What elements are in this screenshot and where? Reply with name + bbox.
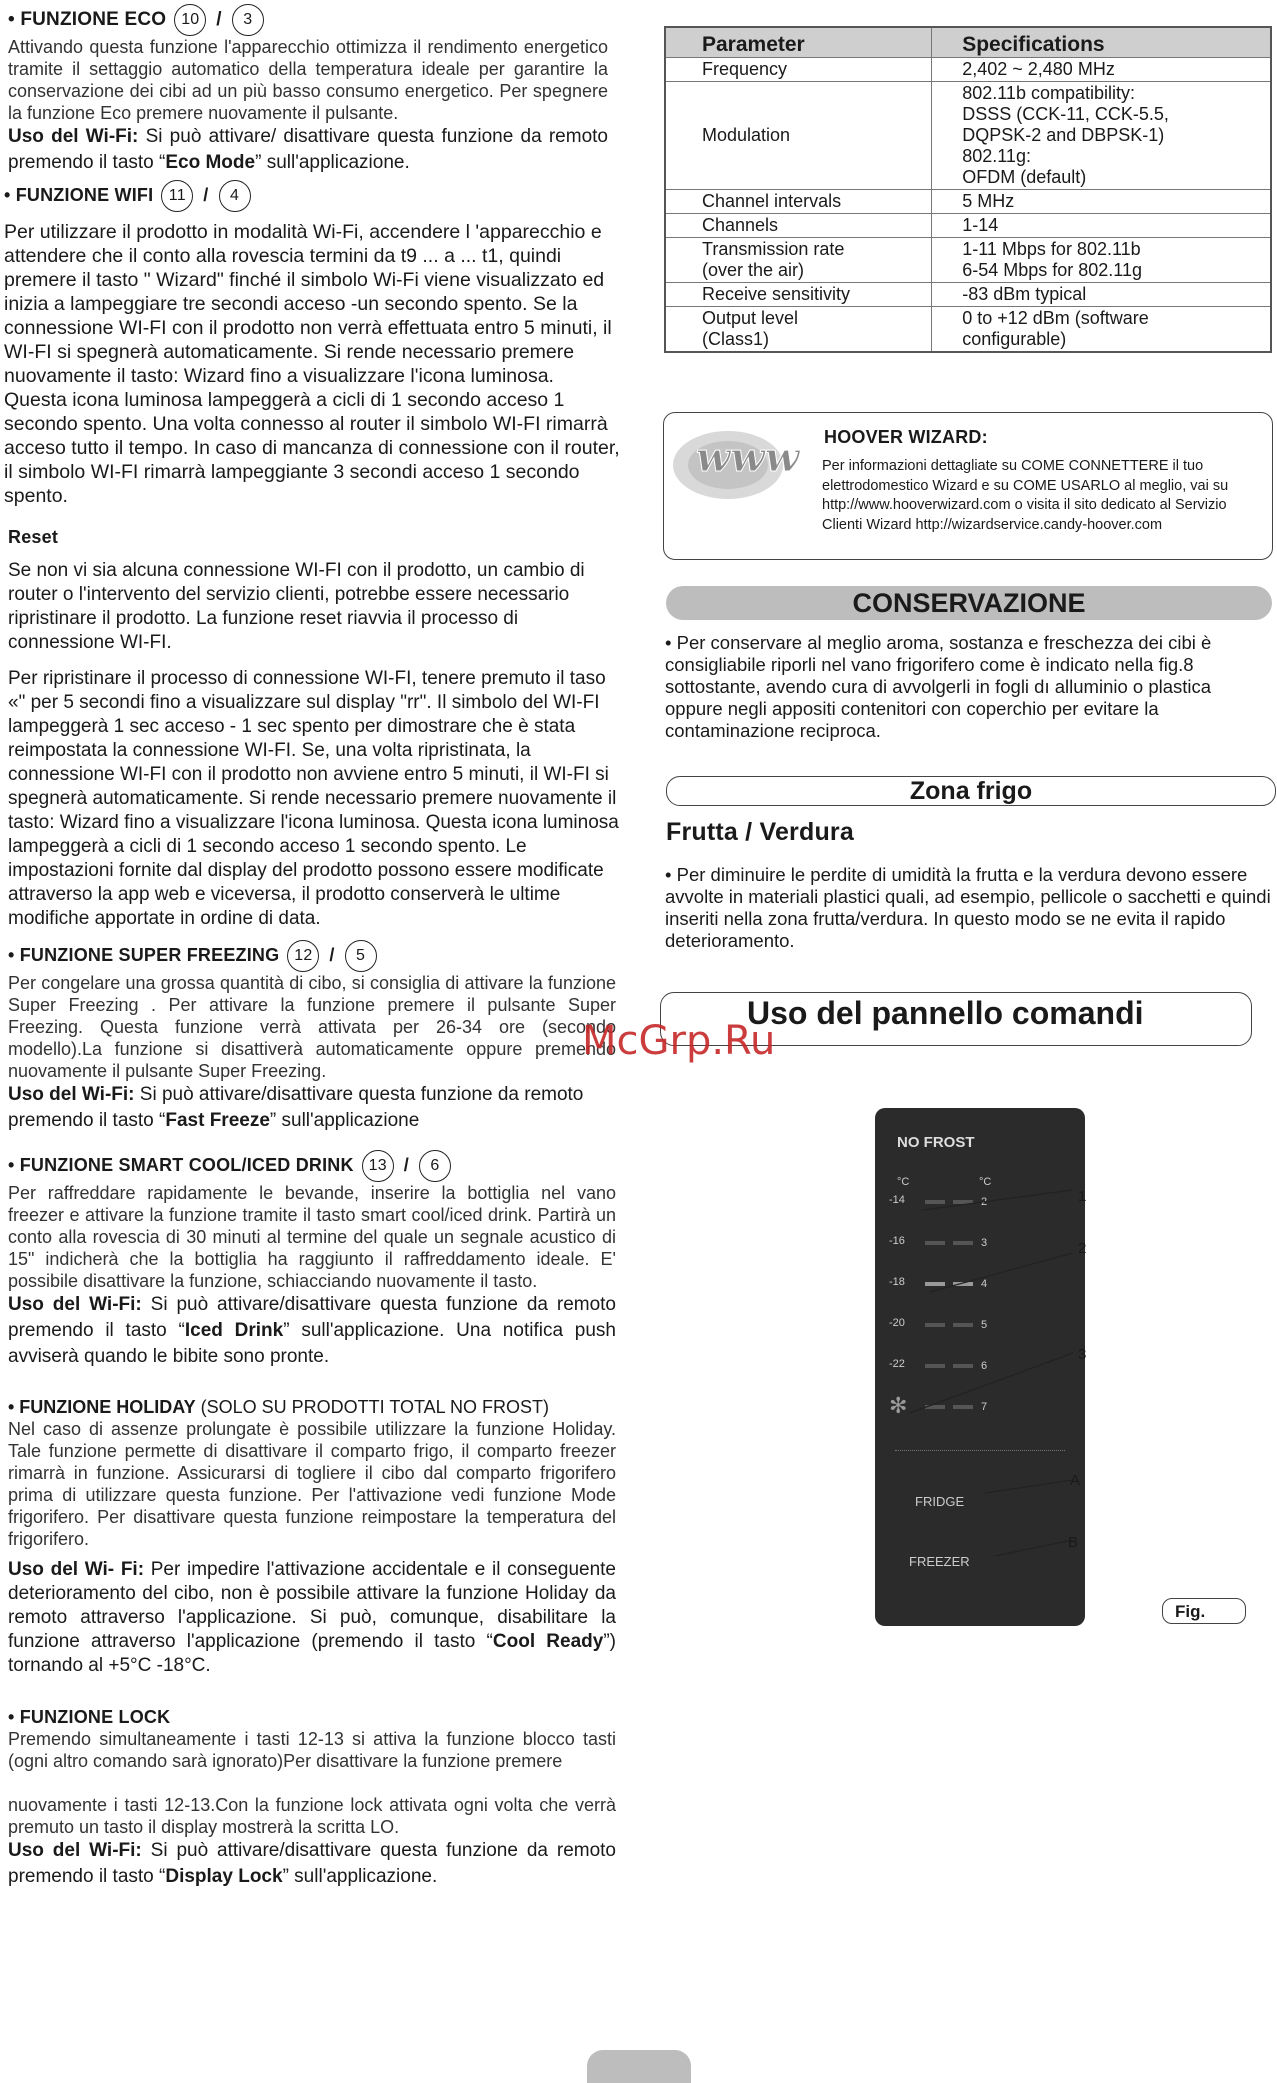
freezer-temp-label: -20	[889, 1317, 905, 1329]
spec-value: 2,402 ~ 2,480 MHz	[932, 58, 1271, 82]
spec-parameter: Channel intervals	[665, 190, 932, 214]
eco-wifi-note: Uso del Wi-Fi: Si può attivare/ disattivare questa funzione da remoto premendo il tasto “Eco Mode” sull'applicazione.	[8, 126, 608, 173]
spec-value: 802.11b compatibility: DSSS (CCK-11, CCK-5.5, DQPSK-2 and DBPSK-1) 802.11g: OFDM (default)	[932, 82, 1271, 190]
fridge-temp-label: 6	[981, 1360, 988, 1372]
fridge-temp-label: 3	[981, 1237, 988, 1249]
spec-table-row	[665, 190, 1271, 214]
smart-cool-wifi-note: Uso del Wi-Fi: Si può attivare/disattivare questa funzione da remoto premendo il tasto “Iced Drink” sull'applicazione. Una notifica push avviserà quando le bibite sono pronte.	[8, 1294, 616, 1367]
wifi-body: Per utilizzare il prodotto in modalità Wi-Fi, accendere l 'apparecchio e attendere che il conto alla rovescia termini da t9 ... a ... t1, quindi premere il tasto " Wizard" finché il simbolo Wi-Fi viene visualizzato ed inizia a lampeggiare tre secondi acceso -un secondo spento. Se la connessione WI-FI con il prodotto non verrà effettuata entro 5 minuti, il WI-FI si spegnerà automaticamente. Si rende necessario premere nuovamente il tasto: Wizard fino a visualizzare l'icona luminosa. Questa icona luminosa lampeggerà a cicli di 1 secondo acceso 1 secondo spento. Una volta connesso al router il simbolo WI-FI rimarrà acceso tutto il tempo. In caso di mancanza di connessione con il router, il simbolo WI-FI rimarrà lampeggiante 3 secondi acceso 1 secondo spento.	[4, 221, 620, 507]
spec-table-row	[665, 307, 1271, 353]
spec-value: 0 to +12 dBm (software configurable)	[932, 307, 1271, 353]
fridge-temp-label: 7	[981, 1401, 988, 1413]
holiday-title-row	[8, 1396, 616, 1418]
spec-parameter: Transmission rate (over the air)	[665, 238, 932, 283]
holiday-body: Nel caso di assenze prolungate è possibile utilizzare la funzione Holiday. Tale funzione permette di disattivare il comparto frigo, il comparto freezer rimarrà in funzione. Assicurarsi di togliere il cibo dal comparto frigorifero prima di utilizzare questa funzione. Per l'attivazione vedi funzione Mode frigorifero. Per disattivare questa funzione reimpostare la temperatura del frigorifero.	[8, 1419, 616, 1549]
hoover-wizard-box	[663, 412, 1273, 560]
panel-unit-right: °C	[979, 1176, 992, 1188]
holiday-section	[8, 1396, 616, 1678]
lock-section	[8, 1706, 616, 1890]
lock-paragraph-1: Premendo simultaneamente i tasti 12-13 si attiva la funzione blocco tasti (ogni altro comando sarà ignorato)Per disattivare la funzione premere	[8, 1729, 616, 1771]
super-freezing-section	[8, 940, 616, 1134]
spec-table-header	[665, 27, 1271, 58]
button-number-badge: 5	[345, 940, 377, 972]
spec-header-parameter: Parameter	[665, 27, 932, 58]
frutta-verdura-title: Frutta / Verdura	[666, 818, 854, 846]
super-freezing-title: • FUNZIONE SUPER FREEZING	[8, 944, 280, 965]
super-freezing-wifi-note: Uso del Wi-Fi: Si può attivare/disattivare questa funzione da remoto premendo il tasto “Fast Freeze” sull'applicazione	[8, 1084, 584, 1131]
holiday-title: • FUNZIONE HOLIDAY	[8, 1397, 196, 1417]
wifi-title: • FUNZIONE WIFI	[4, 184, 154, 205]
super-freezing-title-row: • FUNZIONE SUPER FREEZING 12 / 5	[8, 940, 616, 972]
button-number-badge: 10	[174, 4, 206, 36]
hoover-wizard-body: Per informazioni dettagliate su COME CONNETTERE il tuo elettrodomestico Wizard e su COME USARLO al meglio, vai su http://www.hooverwizard.com o visita il sito dedicato al Servizio Clienti Wizard http://wizardservice.candy-hoover.com	[822, 458, 1229, 533]
spec-parameter: Modulation	[665, 82, 932, 190]
fridge-temp-label: 5	[981, 1319, 988, 1331]
callout-3: 3	[1078, 1346, 1087, 1363]
fridge-button[interactable]: FRIDGE	[915, 1494, 965, 1509]
spec-table	[664, 26, 1272, 353]
freezer-temp-label: -22	[889, 1358, 905, 1370]
callout-b: B	[1068, 1534, 1079, 1551]
reset-paragraph-1: Se non vi sia alcuna connessione WI-FI con il prodotto, un cambio di router o l'intervento del servizio clienti, potrebbe essere necessario ripristinare il prodotto. La funzione reset riavvia il processo di connessione WI-FI.	[8, 560, 585, 653]
panel-brand: NO FROST	[897, 1134, 975, 1151]
button-number-badge: 13	[362, 1150, 394, 1182]
smart-cool-body: Per raffreddare rapidamente le bevande, inserire la bottiglia nel vano freezer e attivare la funzione tramite il tasto smart cool/iced drink. Partirà un conto alla rovescia di 30 minuti al termine del quale un segnale acustico di 15" indicherà che la bottiglia ha raggiunto il raffreddamento ideale. E' possibile disattivare la funzione, schiacciando nuovamente il tasto.	[8, 1183, 616, 1291]
spec-parameter: Output level (Class1)	[665, 307, 932, 353]
freezer-temp-label: -16	[889, 1235, 905, 1247]
eco-title-row: • FUNZIONE ECO 10 / 3	[8, 4, 608, 36]
smart-cool-title-row: • FUNZIONE SMART COOL/ICED DRINK 13 / 6	[8, 1150, 616, 1182]
eco-body: Attivando questa funzione l'apparecchio ottimizza il rendimento energetico tramite il settaggio automatico della temperatura ideale per garantire la conservazione dei cibi ad un più basso consumo energetico. Per spegnere la funzione Eco premere nuovamente il pulsante.	[8, 37, 608, 123]
freezer-temp-label: -18	[889, 1276, 905, 1288]
spec-header-specifications: Specifications	[932, 27, 1271, 58]
spec-table-row	[665, 82, 1271, 190]
spec-table-row	[665, 283, 1271, 307]
spec-table-row	[665, 238, 1271, 283]
fig-label: Fig.	[1162, 1598, 1246, 1624]
super-freezing-body: Per congelare una grossa quantità di cibo, si consiglia di attivare la funzione Super Freezing . Per attivare la funzione premere il pulsante Super Freezing. Questa funzione verrà attivata per 26-34 ore (secondo modello).La funzione si disattiverà automaticamente oppure premendo nuovamente il pulsante Super Freezing.	[8, 973, 616, 1081]
button-number-badge: 6	[419, 1150, 451, 1182]
www-globe-logo	[668, 423, 818, 503]
panel-unit-left: °C	[897, 1176, 910, 1188]
callout-a: A	[1070, 1472, 1081, 1489]
spec-value: 5 MHz	[932, 190, 1271, 214]
button-number-badge: 3	[232, 4, 264, 36]
smart-cool-section	[8, 1150, 616, 1370]
conservazione-body: • Per conservare al meglio aroma, sostanza e freschezza dei cibi è consigliabile riporli nel vano frigorifero come è indicato nella fig.8 sottostante, avendo cura di avvolgerli in fogli dı alluminio o plastica oppure negli appositi contenitori con coperchio per evitare la contaminazione reciproca.	[665, 632, 1212, 741]
button-number-badge: 11	[161, 180, 193, 212]
holiday-wifi-note: Uso del Wi- Fi: Per impedire l'attivazione accidentale e il conseguente deterioramento del cibo, non è possibile attivare la funzione Holiday da remoto attraverso l'applicazione. Si può, comunque, disabilitare la funzione attraverso l'applicazione (premendo il tasto “Cool Ready”) tornando al +5°C -18°C.	[8, 1559, 616, 1676]
pannello-title: Uso del pannello comandi	[660, 992, 1252, 1046]
button-number-badge: 4	[219, 180, 251, 212]
www-logo-text: www	[696, 434, 800, 481]
button-number-badge: 12	[287, 940, 319, 972]
holiday-subtitle: (SOLO SU PRODOTTI TOTAL NO FROST)	[195, 1397, 550, 1417]
callout-2: 2	[1078, 1240, 1087, 1257]
spec-table-row	[665, 58, 1271, 82]
reset-title: Reset	[8, 527, 59, 547]
hoover-wizard-title: HOOVER WIZARD:	[824, 427, 988, 447]
reset-section	[8, 525, 620, 931]
wifi-title-row: • FUNZIONE WIFI 11 / 4	[4, 180, 620, 212]
page-number-pill	[587, 2050, 691, 2083]
spec-parameter: Channels	[665, 214, 932, 238]
spec-table-row	[665, 214, 1271, 238]
lock-wifi-note: Uso del Wi-Fi: Si può attivare/disattivare questa funzione da remoto premendo il tasto “Display Lock” sull'applicazione.	[8, 1840, 616, 1887]
fridge-temp-label: 4	[981, 1278, 988, 1290]
conservazione-title: CONSERVAZIONE	[666, 586, 1272, 620]
spec-value: -83 dBm typical	[932, 283, 1271, 307]
lock-title: • FUNZIONE LOCK	[8, 1707, 171, 1727]
spec-parameter: Frequency	[665, 58, 932, 82]
watermark: McGrp.Ru	[582, 1018, 776, 1064]
freezer-button[interactable]: FREEZER	[909, 1554, 970, 1569]
spec-value: 1-11 Mbps for 802.11b 6-54 Mbps for 802.11g	[932, 238, 1271, 283]
zona-body: • Per diminuire le perdite di umidità la frutta e la verdura devono essere avvolte in materiali plastici quali, ad esempio, pellicole o sacchetti e quindi inseriti nella zona frutta/verdura. In questo modo se ne evita il rapido deterioramento.	[665, 864, 1271, 951]
callout-lines	[875, 1108, 1085, 1626]
spec-value: 1-14	[932, 214, 1271, 238]
wifi-section	[4, 180, 620, 508]
reset-paragraph-2: Per ripristinare il processo di connessione WI-FI, tenere premuto il taso «" per 5 secondi fino a visualizzare sul display "rr". Il simbolo del WI-FI lampeggerà 1 sec acceso - 1 sec spento per dimostrare che è stata reimpostata la connessione WI-FI. Se, una volta ripristinata, la connessione WI-FI con il prodotto non avviene entro 5 minuti, il WI-FI si spegnerà automaticamente. Si rende necessario premere nuovamente il tasto: Wizard fino a visualizzare l'icona luminosa. Questa icona luminosa lampeggerà a cicli di 1 secondo acceso 1 secondo spento. Le impostazioni fornite dal display del prodotto possono essere modificate attraverso la app web e viceversa, il prodotto conserverà le ultime modifiche apportate in ordine di data.	[8, 668, 619, 929]
zona-frigo-title: Zona frigo	[666, 776, 1276, 806]
lock-paragraph-2: nuovamente i tasti 12-13.Con la funzione lock attivata ogni volta che verrà premuto un tasto il display mostrerà la scritta LO.	[8, 1795, 616, 1837]
freezer-temp-label: -14	[889, 1194, 905, 1206]
smart-cool-title: • FUNZIONE SMART COOL/ICED DRINK	[8, 1154, 354, 1175]
spec-parameter: Receive sensitivity	[665, 283, 932, 307]
eco-title: • FUNZIONE ECO	[8, 9, 167, 31]
callout-1: 1	[1078, 1188, 1087, 1205]
snowflake-icon: ✻	[889, 1393, 908, 1418]
eco-section	[8, 4, 608, 176]
